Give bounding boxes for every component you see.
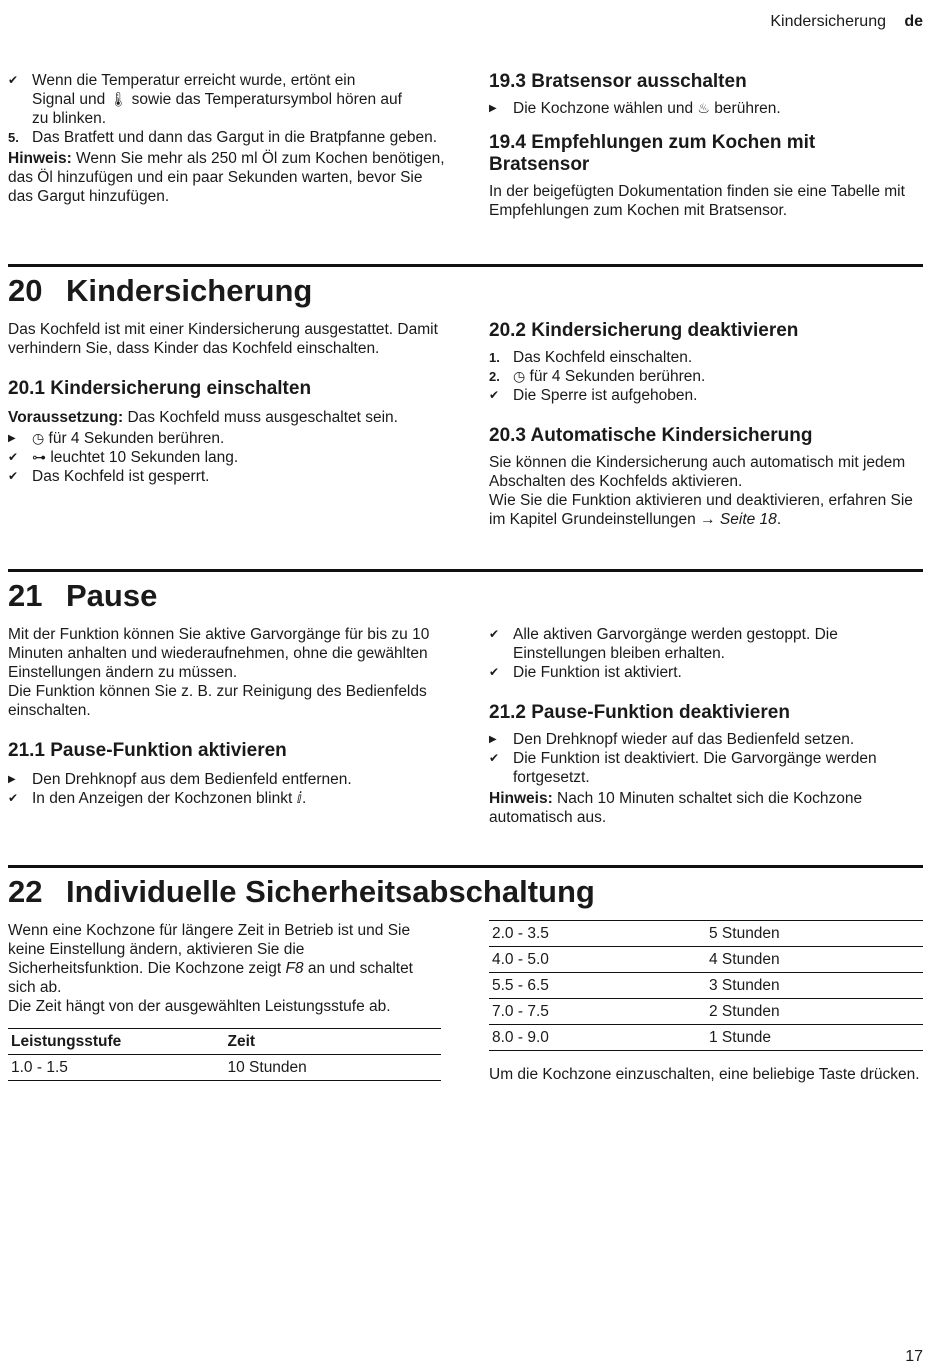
running-header-title: Kindersicherung <box>770 13 886 30</box>
top-right-block <box>489 71 919 220</box>
step-item: ▶ Den Drehknopf aus dem Bedienfeld entfernen. <box>8 771 352 788</box>
arrow-icon: ▶ <box>489 734 497 745</box>
pause-display-symbol: ⅈ. <box>296 790 307 807</box>
check-icon: ✔ <box>489 627 500 641</box>
step-item: ▶ ◷ für 4 Sekunden berühren. <box>8 430 225 447</box>
arrow-icon: ▶ <box>489 103 497 114</box>
chapter-intro: Das Kochfeld ist mit einer Kindersicherung ausgestattet. Damit verhindern Sie, dass Kinder das Kochfeld einschalten. <box>8 321 438 357</box>
page-link[interactable]: Seite 18 <box>719 511 777 528</box>
section-title-20-3: 20.3 Automatische Kindersicherung <box>489 425 813 446</box>
thermometer-icon: 🌡︎ <box>109 91 128 107</box>
chapter-intro: Wenn eine Kochzone für längere Zeit in Betrieb ist und Sie keine Einstellung ändern, aktivieren Sie die Sicherheitsfunktion. Die Kochzone zeigt F8 an und schaltet sich ab. <box>8 922 413 996</box>
table-row: 5.5 - 6.5 3 Stunden <box>489 973 923 999</box>
step-item: 1. Das Kochfeld einschalten. <box>489 349 693 366</box>
section-title-19-4: 19.4 Empfehlungen zum Kochen mit Bratsensor <box>489 132 816 175</box>
step-item: ▶ Die Kochzone wählen und ♨ berühren. <box>489 100 781 117</box>
step-item: ▶ Den Drehknopf wieder auf das Bedienfeld setzen. <box>489 731 855 748</box>
chapter-rule <box>8 569 923 572</box>
table-header: Leistungsstufe <box>8 1029 225 1055</box>
result-item: ✔ Das Kochfeld ist gesperrt. <box>8 468 210 485</box>
section-text: Um die Kochzone einzuschalten, eine beliebige Taste drücken. <box>489 1066 920 1083</box>
section-text: In der beigefügten Dokumentation finden sie eine Tabelle mit Empfehlungen zum Kochen mit Bratsensor. <box>489 183 905 219</box>
check-icon: ✔ <box>8 469 19 483</box>
page-number: 17 <box>905 1348 923 1365</box>
result-item: ✔ Die Sperre ist aufgehoben. <box>489 387 698 404</box>
arrow-right-icon: → <box>700 511 716 528</box>
section-title-21-2: 21.2 Pause-Funktion deaktivieren <box>489 702 790 723</box>
step-number: 5. <box>8 130 19 145</box>
chapter-intro: Die Zeit hängt von der ausgewählten Leistungsstufe ab. <box>8 998 391 1015</box>
step-item: 5. Das Bratfett und dann das Gargut in die Bratpfanne geben. <box>8 129 437 146</box>
ch22-left-column <box>8 921 441 1081</box>
table-row: 4.0 - 5.0 4 Stunden <box>489 947 923 973</box>
result-item: ✔ ⊶ leuchtet 10 Sekunden lang. <box>8 449 239 466</box>
check-icon: ✔ <box>489 665 500 679</box>
chapter-intro: Mit der Funktion können Sie aktive Garvorgänge für bis zu 10 Minuten anhalten und wiederaufnehmen, ohne die gewählten Einstellungen ändern zu müssen. <box>8 626 430 681</box>
section-title-21-1: 21.1 Pause-Funktion aktivieren <box>8 740 287 761</box>
table-row: 8.0 - 9.0 1 Stunde <box>489 1025 923 1051</box>
check-icon: ✔ <box>8 450 19 464</box>
note-paragraph: Hinweis: Nach 10 Minuten schaltet sich die Kochzone automatisch aus. <box>489 790 863 826</box>
ch22-right-column <box>489 920 923 1084</box>
pan-sensor-icon: ♨ <box>697 100 710 116</box>
chapter-heading-21: 21 Pause <box>8 578 158 613</box>
ch20-left-column <box>8 320 448 486</box>
ch21-left-column <box>8 625 448 808</box>
check-icon: ✔ <box>489 388 500 402</box>
result-item: ✔ In den Anzeigen der Kochzonen blinkt ⅈ. <box>8 790 307 807</box>
chapter-intro: Die Funktion können Sie z. B. zur Reinigung des Bedienfelds einschalten. <box>8 683 427 719</box>
section-text: Wie Sie die Funktion aktivieren und deaktivieren, erfahren Sie im Kapitel Grundeinstellungen → Seite 18. <box>489 492 913 528</box>
power-level-table-left <box>8 1028 441 1081</box>
arrow-icon: ▶ <box>8 774 16 785</box>
table-row: 2.0 - 3.5 5 Stunden <box>489 921 923 947</box>
check-icon: ✔ <box>8 791 19 805</box>
power-level-table-right <box>489 920 923 1051</box>
clock-icon: ◷ <box>32 430 45 446</box>
prerequisite: Voraussetzung: Das Kochfeld muss ausgeschaltet sein. <box>8 409 398 426</box>
language-code: de <box>904 13 923 30</box>
table-row: 1.0 - 1.5 10 Stunden <box>8 1055 441 1081</box>
section-text: Sie können die Kindersicherung auch automatisch mit jedem Abschalten des Kochfelds aktivieren. <box>489 454 906 490</box>
chapter-heading-20: 20 Kindersicherung <box>8 273 313 308</box>
table-row: 7.0 - 7.5 2 Stunden <box>489 999 923 1025</box>
key-icon: ⊶ <box>32 449 46 465</box>
section-title-20-1: 20.1 Kindersicherung einschalten <box>8 378 312 399</box>
ch21-right-column <box>489 625 919 827</box>
chapter-rule <box>8 264 923 267</box>
check-icon: ✔ <box>489 751 500 765</box>
ch20-right-column <box>489 320 919 529</box>
chapter-heading-22: 22 Individuelle Sicherheitsabschaltung <box>8 874 595 909</box>
clock-icon: ◷ <box>513 368 526 384</box>
check-icon: ✔ <box>8 73 19 87</box>
fault-display-symbol: F8 <box>285 960 304 977</box>
section-title-20-2: 20.2 Kindersicherung deaktivieren <box>489 320 799 341</box>
chapter-rule <box>8 865 923 868</box>
result-item: ✔ Wenn die Temperatur erreicht wurde, ertönt ein Signal und 🌡︎ sowie das Temperatursymbol hören auf zu blinken. <box>8 72 402 127</box>
top-left-block <box>8 71 448 206</box>
arrow-icon: ▶ <box>8 433 16 444</box>
table-header: Zeit <box>225 1029 442 1055</box>
note-paragraph: Hinweis: Wenn Sie mehr als 250 ml Öl zum Kochen benötigen, das Öl hinzufügen und ein paar Sekunden warten, bevor Sie das Gargut hinzufügen. <box>8 150 445 205</box>
section-title-19-3: 19.3 Bratsensor ausschalten <box>489 71 747 92</box>
result-item: ✔ Alle aktiven Garvorgänge werden gestoppt. Die Einstellungen bleiben erhalten. <box>489 626 838 662</box>
result-item: ✔ Die Funktion ist deaktiviert. Die Garvorgänge werden fortgesetzt. <box>489 750 877 786</box>
result-item: ✔ Die Funktion ist aktiviert. <box>489 664 682 681</box>
step-item: 2. ◷ für 4 Sekunden berühren. <box>489 368 706 385</box>
